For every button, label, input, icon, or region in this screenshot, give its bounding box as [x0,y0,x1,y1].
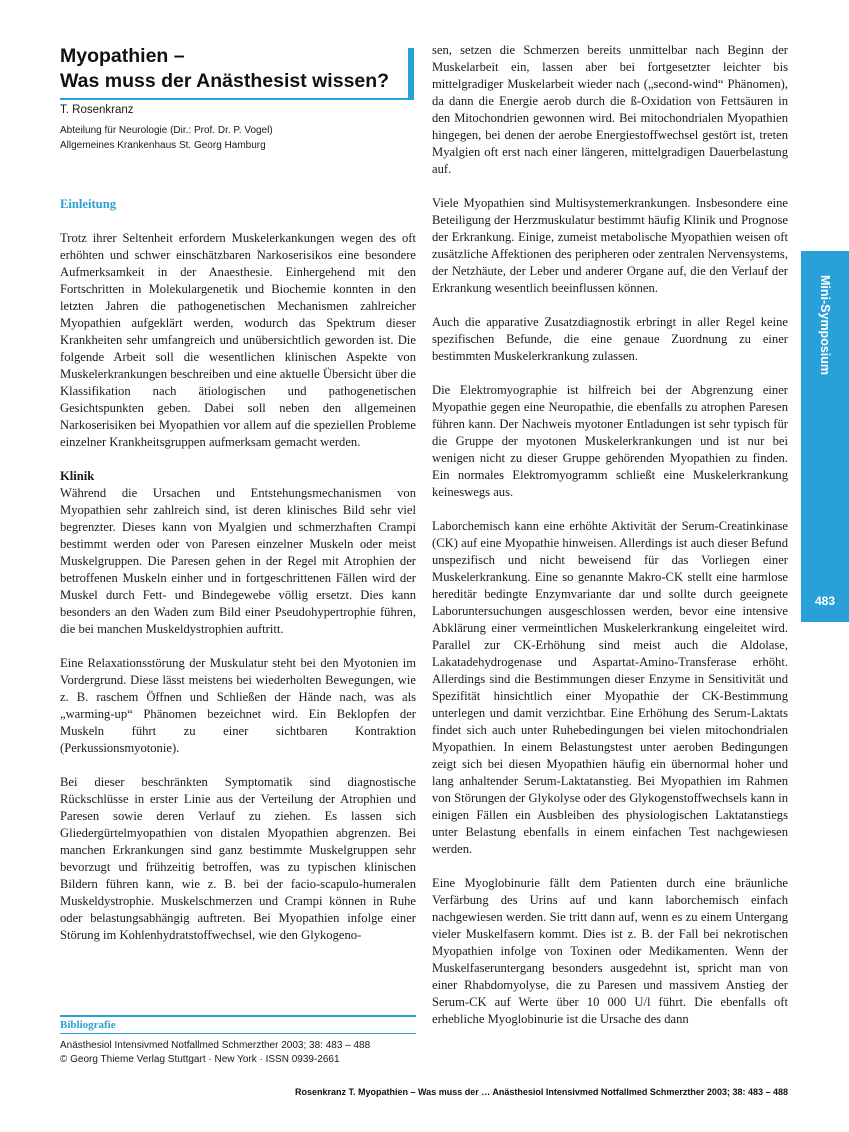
left-column [60,230,416,944]
paragraph: Bei dieser beschränkten Symptomatik sind diagnostische Rückschlüsse in erster Linie aus der Verteilung der Atrophien und Paresen sowie deren Verlauf zu ziehen. Es lassen sich Gliedergürtelmyopathien von distalen Myopathien abgrenzen. Bei manchen Erkrankungen sind ganz bestimmte Muskelgruppen sehr bevorzugt und frühzeitig betroffen, was zu typischen klinischen Bildern führen kann, wie z. B. bei der facio-scapulo-humeralen Muskeldystrophie. Muskelschmerzen und Crampi können in Ruhe oder belastungsabhängig auftreten. Bei Myopathien infolge einer Störung im Kohlenhydratstoffwechsel, wie den Glykogeno- [60,775,416,942]
author-name: T. Rosenkranz [60,104,134,116]
paragraph-text: Während die Ursachen und Entstehungsmechanismen von Myopathien sehr zahlreich sind, ist deren klinisches Bild sehr viel begrenzter. Dieses kann von Myalgien und schmerzhaften Crampi bestimmt werden oder von Paresen einzelner Muskeln oder meist Muskelgruppen. Die Paresen gehen in der Regel mit Atrophien der betroffenen Muskeln einher und in fortgeschrittenen Fällen wird der Muskel durch Fett- und Bindegewebe völlig ersetzt. Dies kann besonders an den Waden zum Bild einer Pseudohypertrophie führen, die bei manchen Muskeldystrophien auftritt. [60,486,416,636]
page-footer-citation: Rosenkranz T. Myopathien – Was muss der … Anästhesiol Intensivmed Notfallmed Schmerzther 2003; 38: 483 – 488 [295,1087,788,1097]
paragraph: Trotz ihrer Seltenheit erfordern Muskelerkankungen wegen des oft erhöhten und schwer einschätzbaren Narkoserisikos eine besondere Aufmerksamkeit in der Anaesthesie. Einhergehend mit den Fortschritten in Molekulargenetik und Biochemie konnten in den letzten Jahren die pathogenetischen Mechanismen zahlreicher Myopathien aufgeklärt werden, wodurch das Spektrum dieser Krankheiten sehr umfangreich und unübersichtlich geworden ist. Die folgende Arbeit soll die wesentlichen klinischen Aspekte von Muskelerkrankungen beschreiben und eine aktuelle Übersicht über die Klassifikation nach ätiologischen und pathogenetischen Gesichtspunkten geben. Dabei soll neben den allgemeinen Narkoserisiken bei Myopathien vor allem auf die speziellen Probleme einzelner Krankheitsgruppen aufmerksam gemacht werden. [60,231,416,449]
article-title-block [60,44,415,94]
affiliation-line-2: Allgemeines Krankenhaus St. Georg Hamburg [60,140,266,151]
paragraph: Laborchemisch kann eine erhöhte Aktivität der Serum-Creatinkinase (CK) auf eine Myopathie hinweisen. Allerdings ist auch dieser Befund unspezifisch und nicht beweisend für das Vorliegen einer Muskelerkrankung. Eine so genannte Makro-CK stellt eine harmlose hereditär bedingte Enzymvariante dar und sollte durch geeignete Laboruntersuchungen ausgeschlossen werden, bevor eine intensive Abklärung einer vermeintlichen Muskelerkrankung eingeleitet wird. Parallel zur CK-Erhöhung sind meist auch die Aldolase, Lakatadehydrogenase und Aspartat-Amino-Transferase erhöht. Allerdings sind die Bestimmungen dieser Enzyme in Sensitivität und Spezifität hinsichtlich einer Myopathie der CK-Bestimmung unterlegen und damit verzichtbar. Eine Erhöhung des Serum-Laktats findet sich auch unter Ruhebedingungen bei vielen mitochondrialen Myopathien. In einem Belastungstest unter aeroben Bedingungen zeigt sich bei diesen Myopathien häufig ein übernormal hoher und lang anhaltender Serum-Laktatanstieg. Bei Myopathien im Rahmen von Störungen der Glykolyse oder des Glykogenstoffwechsels kann in einigen Fällen ein Ausbleiben des physiologischen Laktatanstiegs unter Belastung ebenfalls in einem einfachen Test nachgewiesen werden. [432,519,788,856]
affiliation-line-1: Abteilung für Neurologie (Dir.: Prof. Dr. P. Vogel) [60,125,273,136]
bibliografie-text [60,1039,370,1067]
sidebar-label: Mini-Symposium [818,275,832,376]
page-number: 483 [814,594,836,608]
section-title-klinik: Klinik [60,469,95,483]
paragraph: Die Elektromyographie ist hilfreich bei der Abgrenzung einer Myopathie gegen eine Neuropathie, die ebenfalls zu atrophen Paresen führen kann. Der Nachweis myotoner Entladungen ist sehr typisch für die Gruppe der myotonen Muskelerkrankungen und ist nur bei wenigen nicht zu dieser Gruppe gehörenden Myopathien zu finden. Ein normales Elektromyogramm schließt eine Muskelerkrankung keineswegs aus. [432,383,788,499]
paragraph-klinik [60,468,416,638]
bibliografie-journal: Anästhesiol Intensivmed Notfallmed Schmerzther 2003; 38: 483 – 488 [60,1040,371,1051]
section-sidebar-tab [801,251,849,622]
author-affiliation [60,123,273,153]
title-accent-bar [408,48,414,100]
paragraph: Eine Myoglobinurie fällt dem Patienten durch eine bräunliche Verfärbung des Urins auf und kann laborchemisch einfach nachgewiesen werden. Sie tritt dann auf, wenn es zu einem Untergang vieler Muskelfasern kommt. Dies ist z. B. der Fall bei nekrotischen Myopathien infolge von Toxinen oder Medikamenten. Wenn der Muskelfaseruntergang besonders ausgedehnt ist, spricht man von einer Rhabdomyolyse, die zu Paresen und massivem Anstieg der Serum-CK auf Werte über 10 000 U/l führt. Die ebenfalls oft erhebliche Myoglobinurie ist die Ursache des dann [432,876,788,1026]
paragraph: sen, setzen die Schmerzen bereits unmittelbar nach Beginn der Muskelarbeit ein, lassen aber bei fortgesetzter leichter bis mittelgradiger Muskelarbeit wieder nach („second-wind“ Phänomen), da dann die Energie aerob durch die ß-Oxidation von Fettsäuren in den Mitochondrien gewonnen wird. Bei mitochondrialen Myopathien hingegen, bei denen der aerobe Energiestoffwechsel gestört ist, treten Myalgien oft erst nach einer längeren, mittelgradigen Dauerbelastung auf. [432,43,788,176]
section-title-einleitung: Einleitung [60,197,116,211]
paragraph: Viele Myopathien sind Multisystemerkrankungen. Insbesondere eine Beteiligung der Herzmuskulatur bestimmt häufig Klinik und Prognose der Erkrankung. Einige, zumeist metabolische Myopathien weisen oft zusätzliche Affektionen des peripheren oder zentralen Nervensystems, der Netzhäute, der Leber und anderer Organe auf, die den Verlauf der Erkrankung wesentlich beeinflussen können. [432,196,788,295]
right-column [432,42,788,1028]
title-line-2: Was muss der Anästhesist wissen? [60,70,390,92]
bibliografie-rule-bottom [60,1033,416,1034]
paragraph: Auch die apparative Zusatzdiagnostik erbringt in aller Regel keine spezifischen Befunde, die eine genaue Zuordnung zu einer bestimmten Muskelerkrankung zulassen. [432,315,788,363]
title-line-1: Myopathien – [60,45,185,67]
paragraph: Eine Relaxationsstörung der Muskulatur steht bei den Myotonien im Vordergrund. Diese lässt meistens bei wiederholten Bewegungen, wie z. B. raschem Öffnen und Schließen der Hände nach, was als „warming-up“ Phänomen bezeichnet wird. Ein Beklopfen der Muskeln führt zu einer sichtbaren Kontraktion (Perkussionsmyotonie). [60,656,416,755]
bibliografie-publisher: © Georg Thieme Verlag Stuttgart · New York · ISSN 0939-2661 [60,1054,340,1065]
bibliografie-rule-top [60,1015,416,1017]
article-title [60,44,415,94]
bibliografie-title: Bibliografie [60,1019,116,1031]
title-underline [60,98,414,100]
